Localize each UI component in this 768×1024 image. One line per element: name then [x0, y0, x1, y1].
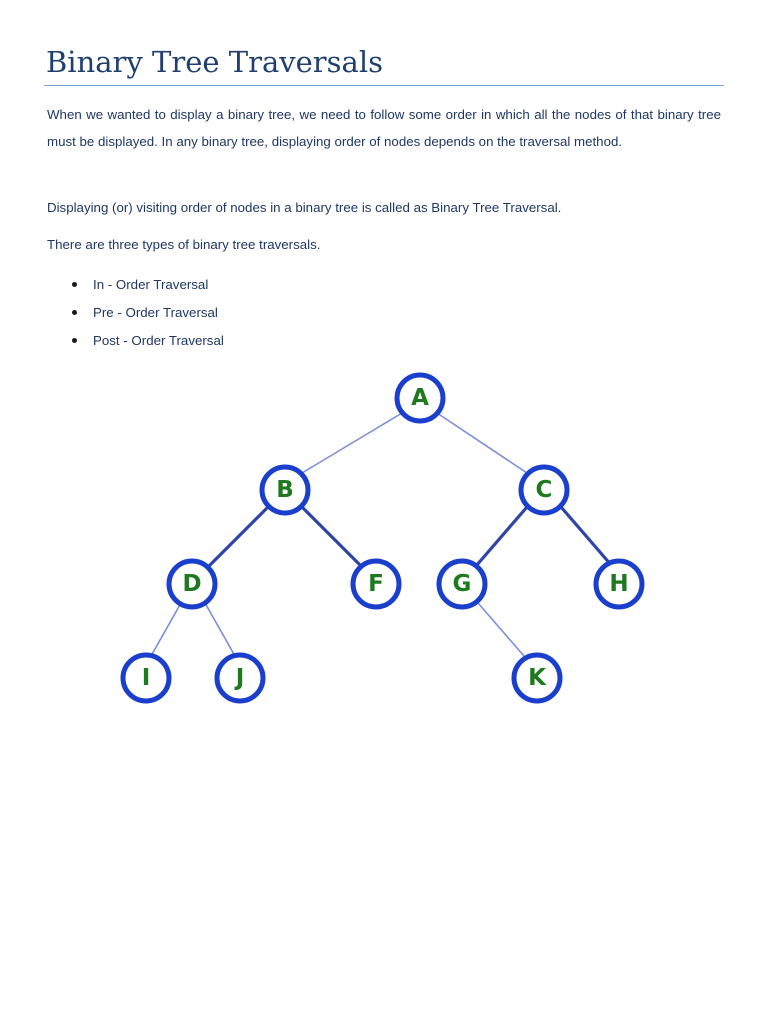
edge-a-c	[437, 413, 527, 473]
tree-node-j	[217, 655, 263, 701]
list-item-label: Pre - Order Traversal	[93, 305, 218, 320]
tree-node-c	[521, 467, 567, 513]
tree-node-g	[439, 561, 485, 607]
types-intro-paragraph: There are three types of binary tree traversals.	[47, 237, 321, 252]
node-label: H	[609, 571, 629, 597]
node-label: K	[528, 665, 546, 691]
edge-g-k	[478, 603, 524, 656]
node-label: F	[368, 571, 384, 597]
definition-paragraph: Displaying (or) visiting order of nodes in a binary tree is called as Binary Tree Traversal.	[47, 200, 562, 215]
node-label: C	[535, 477, 553, 503]
edge-b-d	[207, 507, 268, 568]
tree-edges	[151, 413, 612, 656]
page-title: Binary Tree Traversals	[46, 45, 383, 79]
node-label: D	[182, 571, 202, 597]
tree-node-k	[514, 655, 560, 701]
list-item-label: Post - Order Traversal	[93, 333, 224, 348]
tree-node-d	[169, 561, 215, 607]
tree-node-h	[596, 561, 642, 607]
edge-d-j	[205, 603, 235, 656]
edge-b-f	[302, 507, 363, 568]
edge-d-i	[151, 603, 181, 656]
node-label: J	[235, 665, 245, 691]
intro-paragraph: When we wanted to display a binary tree, we need to follow some order in which all the nodes of that binary tree must be displayed. In any binary tree, displaying order of nodes depends on the traversal method.	[47, 107, 721, 149]
node-label: I	[141, 665, 151, 691]
tree-node-f	[353, 561, 399, 607]
edge-a-b	[302, 413, 402, 473]
node-label: B	[276, 477, 294, 503]
list-item-label: In - Order Traversal	[93, 277, 209, 292]
tree-node-a	[397, 375, 443, 421]
tree-node-b	[262, 467, 308, 513]
node-label: A	[411, 385, 429, 411]
tree-node-i	[123, 655, 169, 701]
node-label: G	[452, 571, 472, 597]
edge-c-g	[476, 507, 527, 566]
edge-c-h	[561, 507, 612, 566]
